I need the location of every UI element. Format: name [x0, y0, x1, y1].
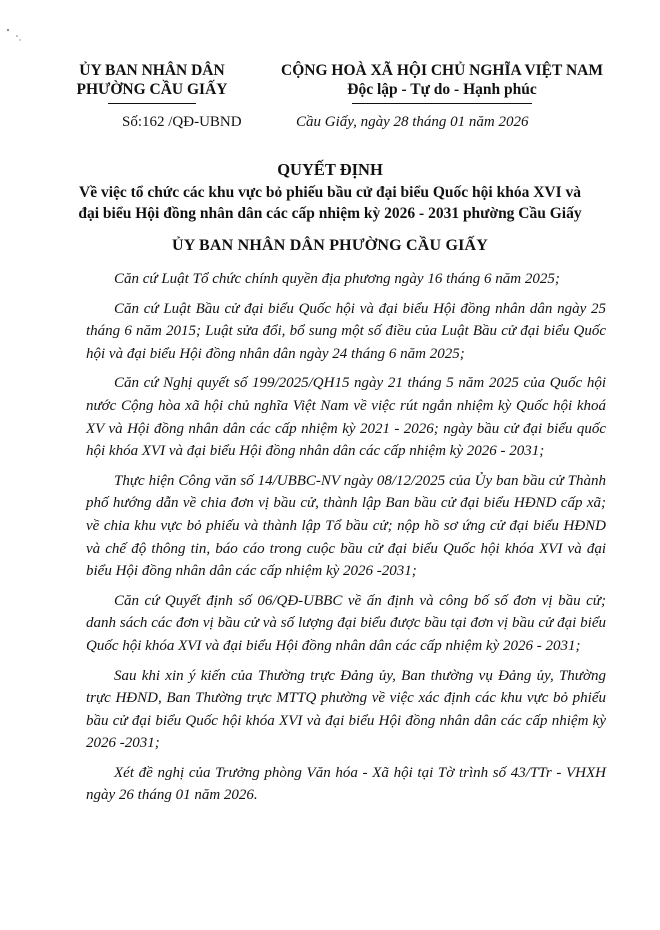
national-title: CỘNG HOÀ XÃ HỘI CHỦ NGHĨA VIỆT NAM [281, 62, 603, 79]
legal-basis-section [86, 268, 606, 814]
legal-basis-paragraph: Thực hiện Công văn số 14/UBBC-NV ngày 08/12/2025 của Ủy ban bầu cử Thành phố hướng dẫn về chia đơn vị bầu cử, thành lập Ban bầu cử đại biểu HĐND cấp xã; về chia khu vực bỏ phiếu và thành lập Tổ bầu cử; nộp hồ sơ ứng cử đại biểu HĐND và chế độ thông tin, báo cáo trong cuộc bầu cử đại biểu Quốc hội khóa XVI và đại biểu Hội đồng nhân dân các cấp nhiệm kỳ 2026 -2031; [86, 472, 606, 580]
decision-label: QUYẾT ĐỊNH [277, 160, 383, 179]
document-header [0, 62, 660, 132]
decision-title-block [40, 160, 620, 224]
issuer-heading: ỦY BAN NHÂN DÂN PHƯỜNG CẦU GIẤY [171, 237, 489, 254]
authority-name-line2: PHƯỜNG CẦU GIẤY [76, 81, 228, 98]
authority-underline [108, 103, 196, 104]
authority-name-line1: ỦY BAN NHÂN DÂN [79, 62, 225, 79]
scan-specks [0, 0, 60, 50]
legal-basis-paragraph: Xét đề nghị của Trưởng phòng Văn hóa - Xã hội tại Tờ trình số 43/TTr - VHXH ngày 26 tháng 01 năm 2026. [86, 764, 606, 804]
national-motto: Độc lập - Tự do - Hạnh phúc [347, 81, 537, 98]
document-number: Số:162 /QĐ-UBND [122, 114, 242, 130]
legal-basis-paragraph: Căn cứ Nghị quyết số 199/2025/QH15 ngày 21 tháng 5 năm 2025 của Quốc hội nước Cộng hòa xã hội chủ nghĩa Việt Nam về việc rút ngắn nhiệm kỳ Quốc hội khoá XV và Hội đồng nhân dân các cấp nhiệm kỳ 2021 - 2026; ngày bầu cử đại biểu quốc hội khóa XVI và đại biểu Hội đồng nhân dân các cấp nhiệm kỳ 2026 - 2031; [86, 375, 606, 460]
decision-subject-line1: Về việc tổ chức các khu vực bỏ phiếu bầu cử đại biểu Quốc hội khóa XVI và [79, 184, 581, 201]
legal-basis-paragraph: Căn cứ Luật Tổ chức chính quyền địa phương ngày 16 tháng 6 năm 2025; [114, 271, 560, 287]
legal-basis-paragraph: Căn cứ Luật Bầu cử đại biểu Quốc hội và đại biểu Hội đồng nhân dân ngày 25 tháng 6 năm 2015; Luật sửa đổi, bổ sung một số điều của Luật Bầu cử đại biểu Quốc hội và đại biểu Hội đồng nhân dân ngày 24 tháng 6 năm 2025; [86, 300, 606, 362]
legal-basis-paragraph: Căn cứ Quyết định số 06/QĐ-UBBC về ấn định và công bố số đơn vị bầu cử; danh sách các đơn vị bầu cử và số lượng đại biểu được bầu tại đơn vị bầu cử đại biểu Quốc hội khóa XVI và đại biểu Hội đồng nhân dân các cấp nhiệm kỳ 2026 - 2031; [86, 592, 606, 654]
place-and-date: Cầu Giấy, ngày 28 tháng 01 năm 2026 [296, 114, 529, 130]
decision-subject-line2: đại biểu Hội đồng nhân dân các cấp nhiệm kỳ 2026 - 2031 phường Cầu Giấy [78, 205, 582, 222]
motto-underline [352, 103, 532, 104]
legal-basis-paragraph: Sau khi xin ý kiến của Thường trực Đảng ủy, Ban thường vụ Đảng ủy, Thường trực HĐND, Ban Thường trực MTTQ phường về việc xác định các khu vực bỏ phiếu bầu cử đại biểu Quốc hội khóa XVI và đại biểu Hội đồng nhân dân các cấp nhiệm kỳ 2026 -2031; [86, 667, 606, 752]
